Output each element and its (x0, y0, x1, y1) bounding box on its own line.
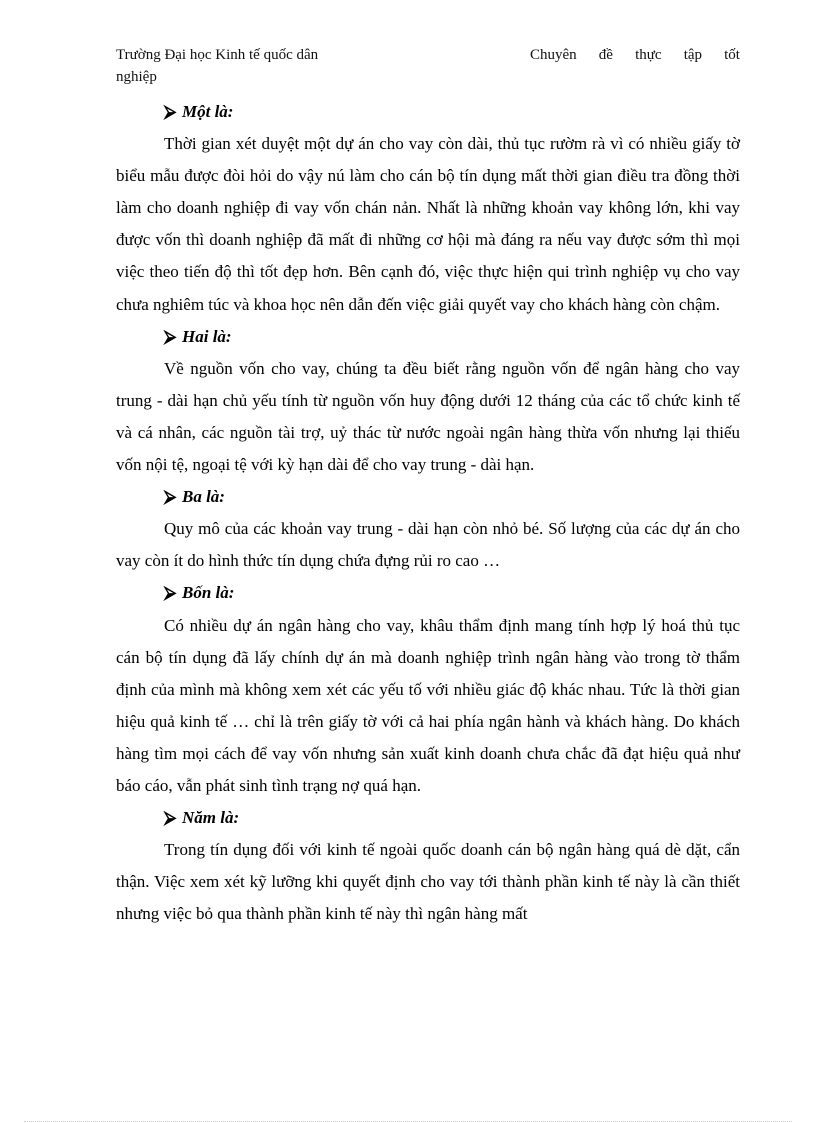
header-word: tốt (724, 47, 740, 63)
section-heading-text: Ba là: (182, 487, 225, 507)
section-heading (116, 321, 740, 353)
section-paragraph: Có nhiều dự án ngân hàng cho vay, khâu thẩm định mang tính hợp lý hoá thủ tục cán bộ tín dụng đã lấy chính dự án mà doanh nghiệp trình ngân hàng vào trong tờ thẩm định của mình mà không xem xét các yếu tố với nhiều giác độ khác nhau. Tức là thời gian hiệu quả kinh tế … chỉ là trên giấy tờ với cả hai phía ngân hành và khách hàng. Do khách hàng tìm mọi cách để vay vốn nhưng sản xuất kinh doanh chưa chắc đã đạt hiệu quả như báo cáo, vẫn phát sinh tình trạng nợ quá hạn. (116, 615, 740, 795)
section-heading-text: Bốn là: (182, 583, 235, 603)
document-body (116, 96, 740, 930)
section-heading-text: Một là: (182, 102, 234, 121)
header-title (530, 44, 740, 66)
section-heading (116, 802, 740, 834)
section-paragraph: Quy mô của các khoản vay trung - dài hạn còn nhỏ bé. Số lượng của các dự án cho vay còn ít do hình thức tín dụng chứa đựng rủi ro cao … (116, 519, 740, 571)
section-paragraph: Thời gian xét duyệt một dự án cho vay còn dài, thủ tục rườm rà vì có nhiều giấy tờ biểu mẫu được đòi hỏi do vậy nú làm cho cán bộ tín dụng mất thời gian điều tra đồng thời làm cho doanh nghiệp đi vay vốn chán nản. Nhất là những khoản vay không lớn, khi vay được vốn thì doanh nghiệp đã mất đi những cơ hội mà đáng ra nếu vay được sớm thì mọi việc theo tiến độ thì tốt đẹp hơn. Bên cạnh đó, việc thực hiện qui trình nghiệp vụ cho vay chưa nghiêm túc và khoa học nên dẫn đến việc giải quyết vay cho khách hàng còn chậm. (116, 134, 740, 314)
footer-divider (24, 1121, 792, 1122)
arrow-bullet-icon: ⮚ (164, 326, 177, 346)
arrow-bullet-icon: ⮚ (164, 102, 177, 121)
header-university: Trường Đại học Kinh tế quốc dân (116, 47, 319, 63)
section-heading (116, 96, 740, 128)
header-word: tập (683, 47, 703, 63)
section-heading (116, 481, 740, 513)
header-word: đề (598, 47, 613, 63)
header-word: thực (635, 47, 662, 63)
section-paragraph: Về nguồn vốn cho vay, chúng ta đều biết rằng nguồn vốn để ngân hàng cho vay trung - dài hạn chủ yếu tính từ nguồn vốn huy động dưới 12 tháng của các tổ chức kinh tế và cá nhân, các nguồn tài trợ, uỷ thác từ nước ngoài ngân hàng thừa vốn nhưng lại thiếu vốn nội tệ, ngoại tệ với kỳ hạn dài để cho vay trung - dài hạn. (116, 358, 740, 475)
arrow-bullet-icon: ⮚ (164, 583, 177, 603)
section-heading-text: Năm là: (182, 808, 240, 828)
section-paragraph: Trong tín dụng đối với kinh tế ngoài quốc doanh cán bộ ngân hàng quá dè dặt, cẩn thận. Việc xem xét kỹ lưỡng khi quyết định cho vay tới thành phần kinh tế này là cần thiết nhưng việc bỏ qua thành phần kinh tế này thì ngân hàng mất (116, 840, 740, 924)
header-continuation: nghiệp (116, 69, 157, 85)
section-heading-text: Hai là: (182, 326, 232, 346)
arrow-bullet-icon: ⮚ (164, 808, 177, 828)
section-heading (116, 577, 740, 609)
arrow-bullet-icon: ⮚ (164, 487, 177, 507)
header-word: Chuyên (530, 47, 577, 63)
